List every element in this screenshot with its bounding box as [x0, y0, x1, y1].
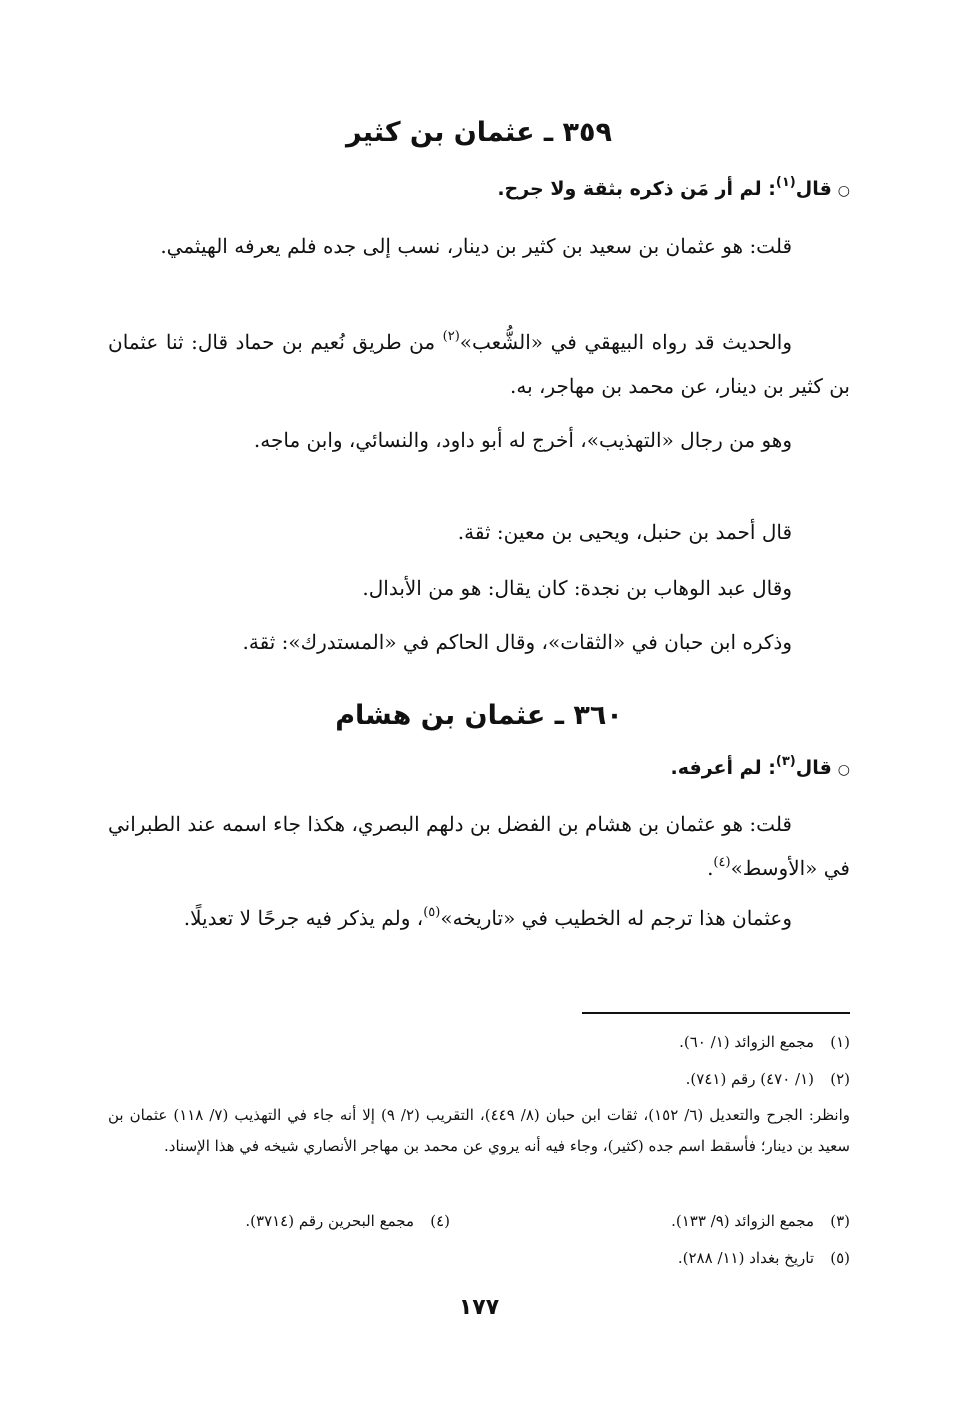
paragraph-text: قلت: هو عثمان بن سعيد بن كثير بن دينار، نسب إلى جده فلم يعرفه الهيثمي. — [160, 234, 792, 258]
grading-abd-al-wahhab: وقال عبد الوهاب بن نجدة: كان يقال: هو من الأبدال. — [362, 576, 792, 600]
page-number: ١٧٧ — [458, 1295, 500, 1320]
paragraph-text: . — [707, 856, 714, 880]
footnote-ref-3: (٣) — [775, 754, 796, 769]
footnote-4 — [245, 1206, 450, 1236]
footnote-text: (١/ ٤٧٠) رقم (٧٤١). — [685, 1070, 814, 1088]
paragraph-text: قلت: هو عثمان بن هشام بن الفضل بن دلهم البصري، هكذا جاء اسمه عند الطبراني في «الأوسط» — [108, 812, 850, 880]
paragraph-text: والحديث قد رواه البيهقي في «الشُّعب» — [459, 330, 792, 354]
quote-text: : لم أعرفه. — [670, 757, 776, 779]
grading-ibn-hibban: وذكره ابن حبان في «الثقات»، وقال الحاكم في «المستدرك»: ثقة. — [242, 630, 792, 654]
entry-heading-360: ٣٦٠ ـ عثمان بن هشام — [335, 700, 623, 731]
quote-text: : لم أر مَن ذكره بثقة ولا جرح. — [497, 178, 776, 200]
paragraph-bayhaqi-359 — [108, 320, 850, 408]
grading-ahmad: قال أحمد بن حنبل، ويحيى بن معين: ثقة. — [457, 520, 792, 544]
paragraph-khatib-360 — [108, 896, 850, 940]
footnote-text: مجمع البحرين رقم (٣٧١٤). — [245, 1212, 414, 1230]
footnote-text: تاريخ بغداد (١١/ ٢٨٨). — [677, 1249, 814, 1267]
footnote-number: (٤) — [430, 1212, 450, 1230]
footnote-3 — [671, 1206, 850, 1236]
entry-heading-359: ٣٥٩ ـ عثمان بن كثير — [345, 117, 612, 148]
footnote-1 — [108, 1027, 850, 1057]
footnote-number: (٣) — [830, 1212, 850, 1230]
footnote-5 — [108, 1243, 850, 1273]
qal-label: قال — [795, 178, 832, 200]
paragraph-tahdhib-359 — [108, 418, 850, 462]
paragraph-text: من طريق نُعيم بن حماد قال: ثنا عثمان بن كثير بن دينار، عن محمد بن مهاجر، به. — [108, 330, 850, 398]
footnote-number: (٥) — [830, 1249, 850, 1267]
paragraph-text: وهو من رجال «التهذيب»، أخرج له أبو داود، والنسائي، وابن ماجه. — [253, 428, 792, 452]
paragraph-text: وعثمان هذا ترجم له الخطيب في «تاريخه» — [440, 906, 792, 930]
paragraph-text: ، ولم يذكر فيه جرحًا لا تعديلًا. — [183, 906, 424, 930]
circle-marker-icon: ○ — [837, 183, 850, 199]
paragraph-identification-360 — [108, 802, 850, 890]
footnote-text: مجمع الزوائد (١/ ٦٠). — [679, 1033, 814, 1051]
haythami-quote-359 — [108, 172, 850, 208]
paragraph-identification-359 — [108, 224, 850, 268]
footnote-number: (١) — [830, 1033, 850, 1051]
footnote-ref-2: (٢) — [442, 329, 460, 344]
footnote-2-note: وانظر: الجرح والتعديل (٦/ ١٥٢)، ثقات ابن حبان (٨/ ٤٤٩)، التقريب (٢/ ٩) إلا أنه جاء في التهذيب (٧/ ١١٨) عثمان بن سعيد بن دينار؛ فأسقط اسم جده (كثير)، وجاء فيه أنه يروي عن محمد بن مهاجر الأنصاري شيخه في هذا الإسناد. — [108, 1106, 850, 1155]
footnote-ref-1: (١) — [775, 175, 796, 190]
footnote-number: (٢) — [830, 1070, 850, 1088]
footnote-divider — [582, 1012, 850, 1014]
footnote-ref-4: (٤) — [713, 855, 731, 870]
footnote-2 — [108, 1064, 850, 1094]
footnote-text: مجمع الزوائد (٩/ ١٣٣). — [671, 1212, 814, 1230]
qal-label: قال — [795, 757, 832, 779]
footnote-ref-5: (٥) — [423, 905, 441, 920]
haythami-quote-360 — [108, 751, 850, 787]
circle-marker-icon: ○ — [837, 762, 850, 778]
book-page — [108, 0, 850, 1408]
